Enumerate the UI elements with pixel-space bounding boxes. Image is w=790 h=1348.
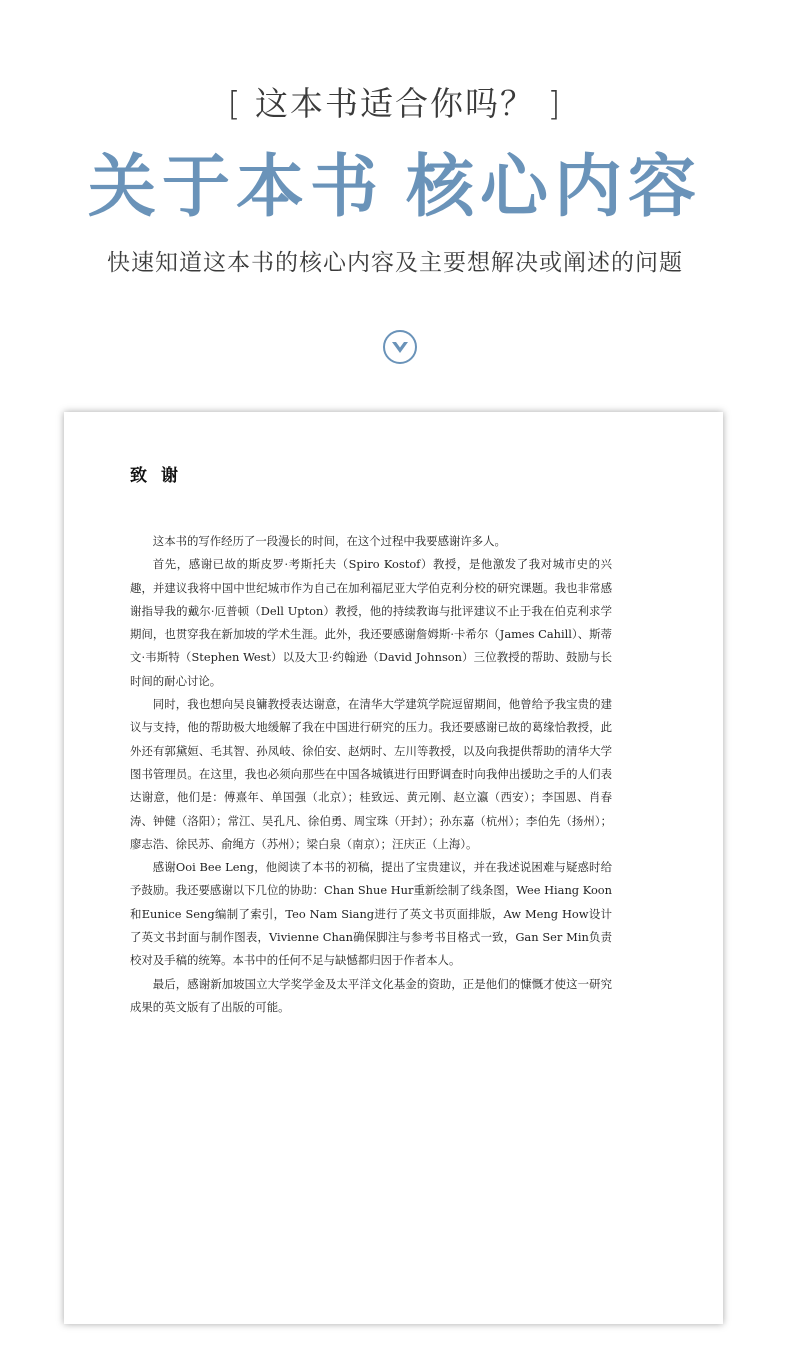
paragraph: 同时，我也想向吴良镛教授表达谢意，在清华大学建筑学院逗留期间，他曾给予我宝贵的建议与支持，他的帮助极大地缓解了我在中国进行研究的压力。我还要感谢已故的葛缘恰教授，此外还有郭黛姮、毛其智、孙凤岐、徐伯安、赵炳时、左川等教授，以及向我提供帮助的清华大学图书管理员。在这里，我也必须向那些在中国各城镇进行田野调查时向我伸出援助之手的人们表达谢意，他们是：傅熹年、单国强（北京）；桂致远、黄元刚、赵立瀛（西安）；李国恩、肖春涛、钟健（洛阳）；常江、吴孔凡、徐伯勇、周宝珠（开封）；孙东嘉（杭州）；李伯先（扬州）；廖志浩、徐民苏、俞绳方（苏州）；梁白泉（南京）；汪庆正（上海）。 bbox=[130, 697, 612, 851]
paragraph: 这本书的写作经历了一段漫长的时间，在这个过程中我要感谢许多人。 bbox=[152, 534, 506, 548]
tag-open-bracket: [ bbox=[227, 84, 243, 123]
document-body bbox=[130, 530, 612, 1019]
paragraph: 首先，感谢已故的斯皮罗·考斯托夫（Spiro Kostof）教授，是他激发了我对城市史的兴趣，并建议我将中国中世纪城市作为自己在加利福尼亚大学伯克利分校的研究课题。我也非常感谢指导我的戴尔·厄普顿（Dell Upton）教授，他的持续教诲与批评建议不止于我在伯克利求学期间，也贯穿我在新加坡的学术生涯。此外，我还要感谢詹姆斯·卡希尔（James Cahill）、斯蒂文·韦斯特（Stephen West）以及大卫·约翰逊（David Johnson）三位教授的帮助、鼓励与长时间的耐心讨论。 bbox=[130, 557, 612, 688]
paragraph: 最后，感谢新加坡国立大学奖学金及太平洋文化基金的资助，正是他们的慷慨才使这一研究成果的英文版有了出版的可能。 bbox=[130, 976, 612, 1014]
section-tag bbox=[0, 82, 790, 126]
title-part-1: 关于本书 bbox=[87, 147, 384, 227]
tag-text: 这本书适合你吗？ bbox=[255, 84, 535, 123]
document-page bbox=[64, 412, 723, 1324]
document-heading: 致谢 bbox=[130, 466, 192, 486]
paragraph: 感谢Ooi Bee Leng，他阅读了本书的初稿，提出了宝贵建议，并在我述说困难与疑惑时给予鼓励。我还要感谢以下几位的协助：Chan Shue Hur重新绘制了线条图，Wee Hiang Koon和Eunice Seng编制了索引，Teo Nam Siang进行了英文书页面排版，Aw Meng How设计了英文书封面与制作图表，Vivienne Chan确保脚注与参考书目格式一致，Gan Ser Min负责校对及手稿的统筹。本书中的任何不足与缺憾都归因于作者本人。 bbox=[130, 860, 612, 968]
title-part-2: 核心内容 bbox=[406, 147, 703, 227]
tag-close-bracket: ] bbox=[547, 84, 563, 123]
chevron-down-circle-icon bbox=[382, 329, 418, 365]
page-title bbox=[0, 145, 790, 229]
page-subtitle: 快速知道这本书的核心内容及主要想解决或阐述的问题 bbox=[107, 250, 683, 276]
